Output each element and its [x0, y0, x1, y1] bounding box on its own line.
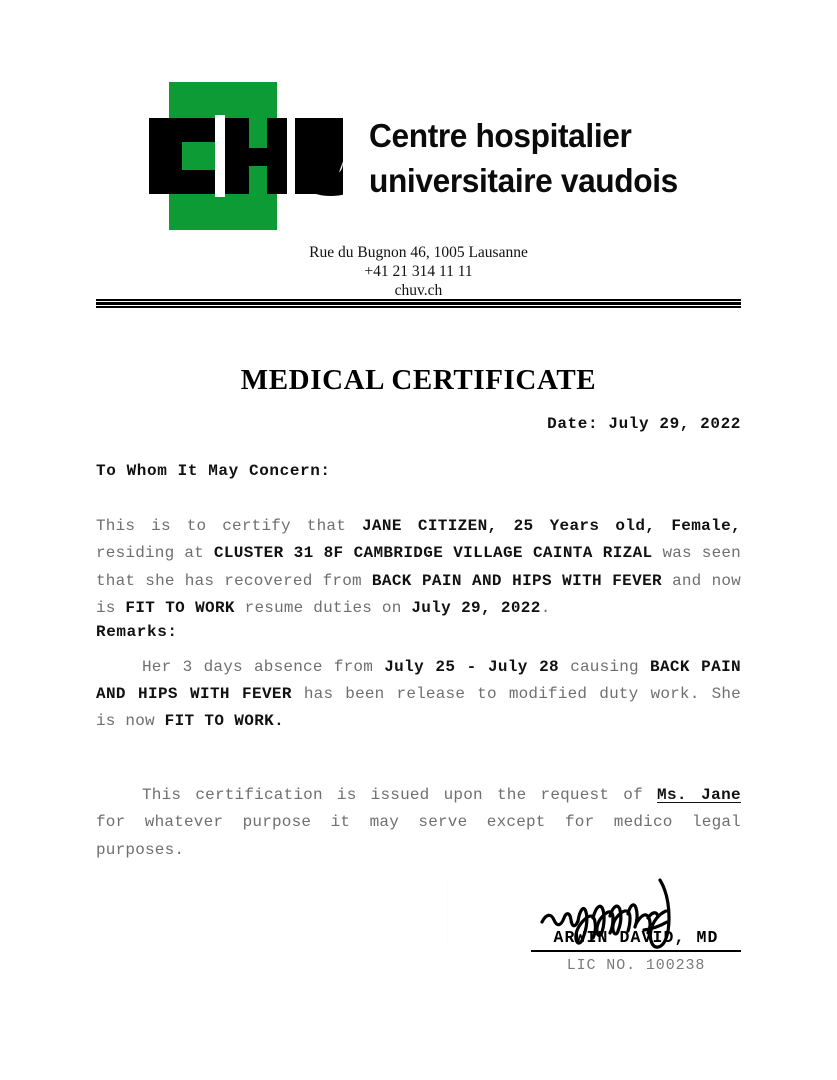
website-line: chuv.ch	[394, 281, 443, 299]
certification-paragraph	[96, 513, 741, 623]
requester-name: Ms. Jane	[657, 785, 741, 804]
phone-line: +41 21 314 11 11	[364, 262, 473, 280]
signatory-name: ARWIN DAVID, MD	[531, 928, 741, 952]
wordmark-line-1: Centre hospitalier	[368, 117, 632, 155]
document-header	[0, 82, 837, 230]
absence-dates: July 25 - July 28	[384, 657, 559, 676]
remarks-label: Remarks:	[96, 622, 178, 641]
p1-text-2: residing at	[96, 544, 214, 563]
patient-address: CLUSTER 31 8F CAMBRIDGE VILLAGE CAINTA RIZAL	[213, 544, 653, 563]
certificate-body	[96, 462, 741, 864]
salutation: To Whom It May Concern:	[96, 462, 331, 480]
p1-text-1: This is to certify that	[96, 517, 362, 535]
r-text-2: causing	[559, 657, 651, 676]
remarks-work-status: FIT TO WORK.	[164, 712, 285, 731]
remarks-paragraph	[96, 654, 741, 736]
chuv-wordmark	[369, 108, 678, 204]
resume-date: July 29, 2022	[411, 599, 541, 618]
signature-block	[531, 880, 741, 974]
p1-text-3: was seen that she has recovered from	[96, 544, 741, 590]
chuv-logo-lockup	[147, 82, 691, 230]
page-title: MEDICAL CERTIFICATE	[240, 364, 597, 396]
p1-text-5: resume duties on	[234, 599, 412, 618]
wordmark-line-2: universitaire vaudois	[368, 162, 678, 199]
patient-details: JANE CITIZEN, 25 Years old, Female,	[361, 517, 741, 535]
r-text-1: Her 3 days absence from	[142, 657, 385, 676]
c-text-1: This certification is issued upon the request of	[142, 785, 658, 804]
p1-text-6: .	[540, 599, 551, 618]
r-text-3: has been release to modified duty work. She is now	[96, 685, 741, 731]
diagnosis: BACK PAIN AND HIPS WITH FEVER	[371, 571, 662, 590]
remarks-diagnosis: BACK PAIN AND HIPS WITH FEVER	[96, 657, 741, 704]
header-divider	[96, 299, 741, 308]
license-number: LIC NO. 100238	[566, 957, 706, 974]
work-status: FIT TO WORK	[125, 599, 235, 618]
address-block	[0, 244, 837, 301]
page-seam	[447, 878, 448, 944]
issue-date: Date: July 29, 2022	[547, 415, 741, 433]
address-line: Rue du Bugnon 46, 1005 Lausanne	[309, 244, 528, 261]
closing-paragraph	[96, 782, 741, 864]
c-text-2: for whatever purpose it may serve except for medico legal purposes.	[96, 813, 741, 859]
p1-text-4: and now is	[96, 571, 741, 618]
chuv-logo-icon	[147, 82, 343, 230]
